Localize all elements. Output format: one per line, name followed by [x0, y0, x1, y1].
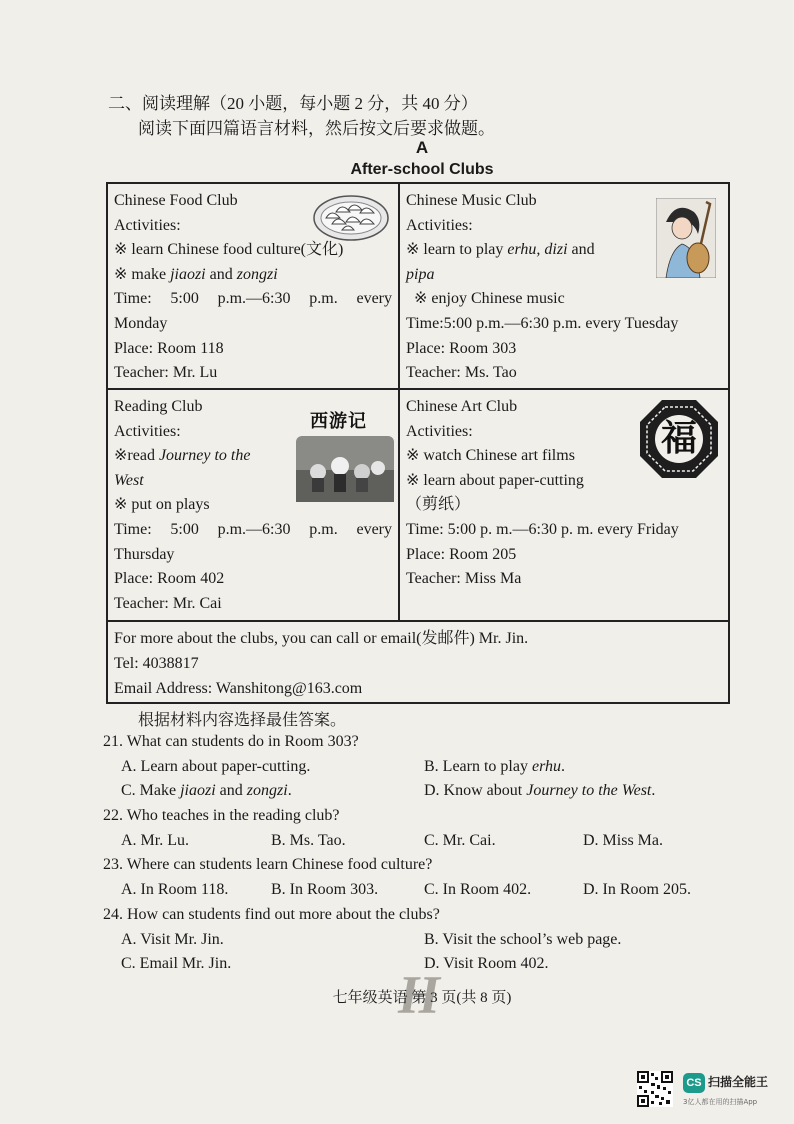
art-club-time: Time: 5:00 p. m.—6:30 p. m. every Friday	[406, 520, 679, 538]
q22-option-b: B. Ms. Tao.	[271, 832, 346, 849]
section-title: 二、阅读理解（20 小题，每小题 2 分，共 40 分）	[108, 94, 478, 113]
section-instruction: 阅读下面四篇语言材料，然后按文后要求做题。	[138, 119, 495, 138]
q24-option-b: B. Visit the school’s web page.	[424, 931, 622, 948]
food-club-place: Place: Room 118	[114, 339, 224, 357]
reading-club-activity-1: ※read Journey to the	[114, 447, 251, 465]
food-club-cell	[108, 184, 400, 390]
music-club-name: Chinese Music Club	[406, 192, 537, 209]
q24-option-a: A. Visit Mr. Jin.	[121, 931, 224, 948]
q23-stem: 23. Where can students learn Chinese food culture?	[103, 856, 433, 873]
art-club-name: Chinese Art Club	[406, 398, 518, 415]
book-title: 西游记	[310, 411, 367, 432]
reading-club-name: Reading Club	[114, 398, 203, 415]
contact-tel: Tel: 4038817	[114, 655, 199, 672]
food-club-activities-label: Activities:	[114, 216, 181, 234]
reading-club-time: Time: 5:00 p.m.—6:30 p.m. every	[114, 520, 392, 538]
qr-code-icon	[637, 1071, 673, 1107]
reading-club-activity-2: ※ put on plays	[114, 496, 210, 514]
q24-option-d: D. Visit Room 402.	[424, 955, 549, 972]
q21-option-c: C. Make jiaozi and zongzi.	[121, 782, 292, 799]
camscanner-name: 扫描全能王	[708, 1075, 769, 1089]
food-club-activity-1: ※ learn Chinese food culture(文化)	[114, 241, 344, 259]
q24-option-c: C. Email Mr. Jin.	[121, 955, 232, 972]
q22-stem: 22. Who teaches in the reading club?	[103, 807, 340, 824]
art-club-activities-label: Activities:	[406, 422, 473, 440]
q21-option-d: D. Know about Journey to the West.	[424, 782, 656, 799]
reading-club-teacher: Teacher: Mr. Cai	[114, 594, 222, 612]
art-club-cell	[400, 390, 728, 622]
art-club-activity-1: ※ watch Chinese art films	[406, 447, 575, 465]
q21-option-b: B. Learn to play erhu.	[424, 758, 566, 775]
reading-club-cell	[108, 390, 400, 622]
q22-option-a: A. Mr. Lu.	[121, 832, 189, 849]
art-club-activity-2-cont: （剪纸）	[406, 496, 471, 514]
q21-option-a: A. Learn about paper-cutting.	[121, 758, 311, 775]
contact-info	[108, 622, 728, 705]
passage-title: After-school Clubs	[350, 161, 494, 178]
contact-email: Email Address: Wanshitong@163.com	[114, 680, 363, 697]
music-club-time: Time:5:00 p.m.—6:30 p.m. every Tuesday	[406, 314, 679, 332]
music-club-activity-1-cont: pipa	[406, 265, 435, 283]
food-club-time-day: Monday	[114, 314, 168, 332]
music-club-activity-1: ※ learn to play erhu, dizi and	[406, 241, 595, 259]
journey-to-the-west-image	[296, 410, 394, 502]
art-club-activity-2: ※ learn about paper-cutting	[406, 471, 584, 489]
food-club-activity-2: ※ make jiaozi and zongzi	[114, 265, 278, 283]
music-club-activities-label: Activities:	[406, 216, 473, 234]
reading-club-activity-1-cont: West	[114, 471, 144, 489]
music-club-cell	[400, 184, 728, 390]
q24-stem: 24. How can students find out more about the clubs?	[103, 906, 440, 923]
dumplings-plate-image	[312, 192, 390, 242]
q23-option-b: B. In Room 303.	[271, 881, 379, 898]
questions-intro: 根据材料内容选择最佳答案。	[138, 712, 347, 729]
camscanner-tagline: 3亿人都在用的扫描App	[683, 1098, 758, 1106]
q22-option-d: D. Miss Ma.	[583, 832, 664, 849]
music-club-teacher: Teacher: Ms. Tao	[406, 364, 517, 382]
fu-paper-cutting-image	[638, 398, 720, 480]
music-club-place: Place: Room 303	[406, 339, 517, 357]
contact-line: For more about the clubs, you can call or email(发邮件) Mr. Jin.	[114, 630, 529, 647]
page-footer: 七年级英语 第 3 页(共 8 页)	[332, 990, 512, 1006]
reading-club-time-day: Thursday	[114, 545, 175, 563]
version-mark: H	[398, 965, 441, 1025]
reading-club-place: Place: Room 402	[114, 570, 225, 588]
camscanner-logo: CS	[683, 1073, 705, 1093]
q23-option-c: C. In Room 402.	[424, 881, 532, 898]
girl-playing-pipa-image	[656, 198, 716, 278]
q21-stem: 21. What can students do in Room 303?	[103, 733, 359, 750]
clubs-table	[106, 182, 730, 704]
fu-character: 福	[660, 417, 697, 459]
passage-letter: A	[415, 138, 429, 157]
music-club-activity-2: ※ enjoy Chinese music	[414, 290, 565, 308]
q22-option-c: C. Mr. Cai.	[424, 832, 496, 849]
art-club-place: Place: Room 205	[406, 545, 517, 563]
food-club-name: Chinese Food Club	[114, 192, 238, 209]
food-club-time: Time: 5:00 p.m.—6:30 p.m. every	[114, 290, 392, 308]
q23-option-d: D. In Room 205.	[583, 881, 691, 898]
food-club-teacher: Teacher: Mr. Lu	[114, 364, 218, 382]
q23-option-a: A. In Room 118.	[121, 881, 229, 898]
reading-club-activities-label: Activities:	[114, 422, 181, 440]
art-club-teacher: Teacher: Miss Ma	[406, 570, 522, 588]
